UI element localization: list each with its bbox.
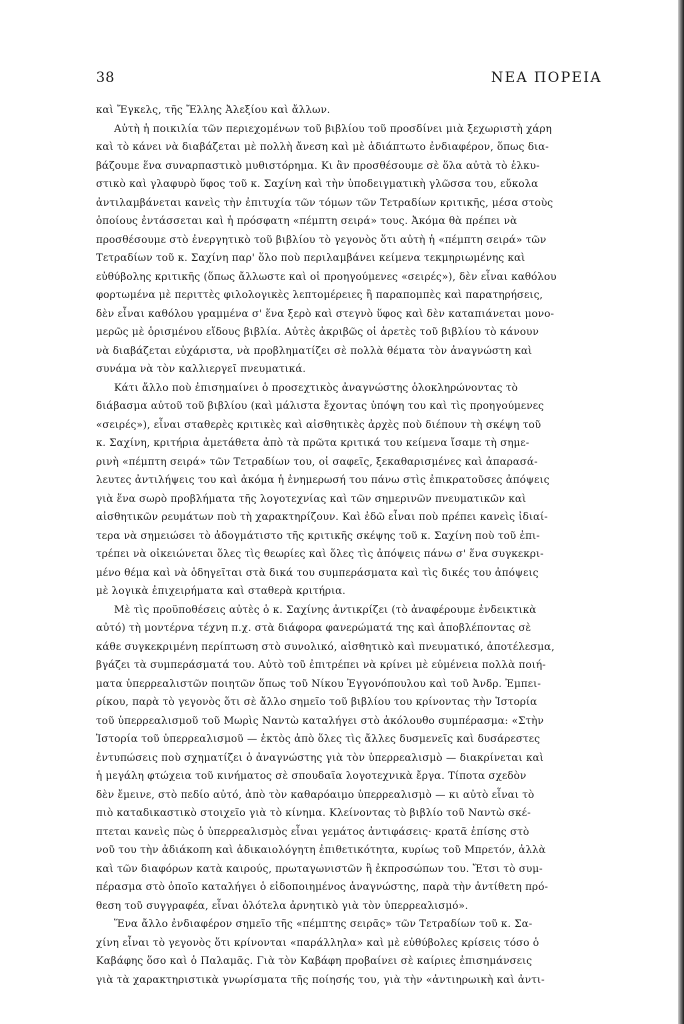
page-number: 38: [96, 70, 115, 86]
text-line: γιὰ ἕνα σωρὸ προβλήματα τῆς λογοτεχνίας καὶ τῶν σημερινῶν πνευματικῶν καὶ: [96, 493, 527, 505]
text-line: προσθέσουμε στὸ ἐνεργητικὸ τοῦ βιβλίου τὸ γεγονὸς ὅτι αὐτὴ ἡ «πέμπτη σειρά» τῶν: [96, 234, 547, 246]
text-line: Αὐτὴ ἡ ποικιλία τῶν περιεχομένων τοῦ βιβλίου τοῦ προσδίνει μιὰ ξεχωριστὴ χάρη: [114, 123, 552, 135]
text-line: στικὸ καὶ γλαφυρὸ ὕφος τοῦ κ. Σαχίνη καὶ τὴν ὑποδειγματικὴ γλῶσσα του, εὔκολα: [96, 179, 539, 190]
text-line: πέρασμα στὸ ὁποῖο καταλήγει ὁ εἰδοποιημένος ἀναγνώστης, παρὰ τὴν ἀντίθετη πρό-: [96, 882, 549, 893]
text-line: συνάμα νὰ τὸν καλλιεργεῖ πνευματικά.: [96, 364, 306, 375]
text-line: ματα ὑπερρεαλιστῶν ποιητῶν ὅπως τοῦ Νίκου Ἐγγονόπουλου καὶ τοῦ Ἀνδρ. Ἐμπει-: [96, 678, 541, 690]
text-line: βγάζει τὰ συμπεράσματά του. Αὐτὸ τοῦ ἐπιτρέπει νὰ κρίνει μὲ εὐμένεια πολλὰ ποιή-: [96, 660, 546, 671]
text-line: ἀντιλαμβάνεται κανεὶς τὴν ἐπιτυχία τῶν τόμων τῶν Τετραδίων κριτικῆς, μέσα στοὺς: [96, 197, 554, 209]
text-line: διάβασμα αὐτοῦ τοῦ βιβλίου (καὶ μάλιστα ἔχοντας ὑπόψη του καὶ τὶς προηγούμενες: [96, 401, 544, 412]
page-edge-shadow: [678, 0, 684, 1024]
text-line: αἰσθητικῶν ρευμάτων ποὺ τὴ χαρακτηρίζουν. Καὶ ἐδῶ εἶναι ποὺ πρέπει κανεὶς ἰδιαί-: [96, 512, 548, 523]
running-title: ΝΕΑ ΠΟΡΕΙΑ: [491, 70, 602, 86]
text-line: κ. Σαχίνη, κριτήρια ἀμετάθετα ἀπὸ τὰ πρῶτα κριτικά του κείμενα ἴσαμε τὴ σημε-: [96, 438, 530, 449]
text-line: τρέπει νὰ οἰκειώνεται ὅλες τὶς θεωρίες καὶ ὅλες τὶς ἀπόψεις πάνω σ' ἕνα συγκεκρι-: [96, 549, 544, 560]
text-line: εὐθύβολης κριτικῆς (ὅπως ἄλλωστε καὶ οἱ προηγούμενες «σειρές»), δὲν εἶναι καθόλου: [96, 271, 557, 283]
text-line: ἐντυπώσεις ποὺ σχηματίζει ὁ ἀναγνώστης γιὰ τὸν ὑπερρεαλισμὸ — διακρίνεται καὶ: [96, 752, 544, 764]
text-line: καὶ τῶν διαφόρων κατὰ καιρούς, πρωταγωνιστῶν ἢ ἐκπροσώπων του. Ἔτσι τὸ συμ-: [96, 863, 543, 875]
text-line: ἡ μεγάλη φτώχεια τοῦ κινήματος σὲ σπουδαῖα λογοτεχνικὰ ἔργα. Τίποτα σχεδὸν: [96, 771, 527, 782]
text-line: Μὲ τὶς προϋποθέσεις αὐτὲς ὁ κ. Σαχίνης ἀντικρίζει (τὸ ἀναφέρουμε ἐνδεικτικὰ: [114, 604, 537, 616]
text-line: πιὸ καταδικαστικὸ στοιχεῖο γιὰ τὸ κίνημα. Κλείνοντας τὸ βιβλίο τοῦ Ναντὼ σκέ-: [96, 808, 531, 819]
text-line: νὰ διαβάζεται εὐχάριστα, νὰ προβληματίζει σὲ πολλὰ θέματα τὸν ἀναγνώστη καὶ: [96, 345, 533, 357]
page-header: [96, 70, 602, 94]
text-line: ὁποίους ἐντάσσεται καὶ ἡ πρόσφατη «πέμπτη σειρά» τους. Ἀκόμα θὰ πρέπει νὰ: [96, 216, 518, 227]
text-line: γιὰ τὰ χαρακτηριστικὰ γνωρίσματα τῆς ποίησής του, γιὰ τὴν «ἀντιηρωικὴ καὶ ἀντι-: [96, 974, 545, 986]
text-line: Κάτι ἄλλο ποὺ ἐπισημαίνει ὁ προσεχτικὸς ἀναγνώστης ὁλοκληρώνοντας τὸ: [114, 382, 518, 394]
text-line: ρίκου, παρὰ τὸ γεγονὸς ὅτι σὲ ἄλλο σημεῖο τοῦ βιβλίου του κρίνοντας τὴν Ἱστορία: [96, 697, 538, 708]
text-line: λευτες ἀντιλήψεις του καὶ ἀκόμα ἡ ἐνημερωσή του πάνω στὶς ἐπικρατοῦσες ἀπόψεις: [96, 475, 550, 486]
text-line: μερῶς μὲ ὁρισμένου εἴδους βιβλία. Αὐτὲς ἀκριβῶς οἱ ἀρετὲς τοῦ βιβλίου τὸ κάνουν: [96, 327, 539, 338]
text-line: φορτωμένα μὲ περιττὲς φιλολογικὲς λεπτομέρειες ἢ παραπομπὲς καὶ παρατηρήσεις,: [96, 290, 543, 301]
text-line: πτεται κανεὶς πὼς ὁ ὑπερρεαλισμὸς εἶναι γεμάτος ἀντιφάσεις· κρατᾶ ἐπίσης στὸ: [96, 826, 530, 838]
text-line: καὶ τὸ κάνει νὰ διαβάζεται μὲ πολλὴ ἄνεση καὶ μὲ ἀδιάπτωτο ἐνδιαφέρον, ὅπως δια-: [96, 142, 549, 153]
text-line: θεση τοῦ συγγραφέα, εἶναι ὁλότελα ἀρνητικὸ γιὰ τὸν ὑπερρεαλισμό».: [96, 900, 469, 912]
text-line: κάθε συγκεκριμένη περίπτωση στὸ συνολικό, αἰσθητικὸ καὶ πνευματικό, ἀποτέλεσμα,: [96, 641, 555, 653]
text-line: Τετραδίων τοῦ κ. Σαχίνη παρ' ὅλο ποὺ περιλαμβάνει κείμενα τεκμηριωμένης καὶ: [96, 253, 526, 264]
text-line: τοῦ ὑπερρεαλισμοῦ τοῦ Μωρὶς Ναντὼ καταλήγει στὸ ἀκόλουθο συμπέρασμα: «Στὴν: [96, 715, 544, 727]
text-line: τερα νὰ σημειώσει τὸ ἀδογμάτιστο τῆς κριτικῆς σκέψης τοῦ κ. Σαχίνη ποὺ τοῦ ἐπι-: [96, 530, 540, 542]
text-line: μένο θέμα καὶ νὰ ὁδηγεῖται στὰ δικά του συμπεράσματα καὶ τὶς δικές του ἀπόψεις: [96, 567, 539, 579]
text-line: βάζουμε ἕνα συναρπαστικὸ μυθιστόρημα. Κι ἂν προσθέσουμε σὲ ὅλα αὐτὰ τὸ ἑλκυ-: [96, 160, 540, 172]
body-text: [96, 102, 598, 990]
text-line: Καβάφης ὅσο καὶ ὁ Παλαμᾶς. Γιὰ τὸν Καβάφη προβαίνει σὲ καίριες ἐπισημάνσεις: [96, 956, 533, 967]
text-line: χίνη εἶναι τὸ γεγονὸς ὅτι κρίνονται «παράλληλα» καὶ μὲ εὐθύβολες κρίσεις τόσο ὁ: [96, 937, 540, 949]
text-line: αὐτό) τὴ μοντέρνα τέχνη π.χ. στὰ διάφορα φανερώματά της καὶ ἀποβλέποντας σὲ: [96, 623, 532, 634]
text-line: Ἕνα ἄλλο ἐνδιαφέρον σημεῖο τῆς «πέμπτης σειρᾶς» τῶν Τετραδίων τοῦ κ. Σα-: [114, 919, 533, 930]
text-line: νοῦ του τὴν ἀδιάκοπη καὶ ἀδικαιολόγητη ἐπιθετικότητα, κυρίως τοῦ Μπρετόν, ἀλλὰ: [96, 845, 546, 856]
text-line: καὶ Ἔγκελς, τῆς Ἔλλης Ἀλεξίου καὶ ἄλλων.: [96, 105, 331, 116]
text-line: «σειρές»), εἶναι σταθερὲς κριτικὲς καὶ αἰσθητικὲς ἀρχὲς ποὺ διέπουν τὴ σκέψη τοῦ: [96, 419, 542, 431]
text-line: δὲν ἔμεινε, στὸ πεδίο αὐτό, ἀπὸ τὸν καθαρόαιμο ὑπερρεαλισμὸ — κι αὐτὸ εἶναι τὸ: [96, 789, 535, 801]
text-line: ρινὴ «πέμπτη σειρά» τῶν Τετραδίων του, οἱ σαφεῖς, ξεκαθαρισμένες καὶ ἀπαρασά-: [96, 456, 538, 468]
text-line: δὲν εἶναι καθόλου γραμμένα σ' ἕνα ξερὸ καὶ στεγνὸ ὕφος καὶ δὲν καταπιάνεται μονο-: [96, 308, 555, 320]
text-line: μὲ λογικὰ ἐπιχειρήματα καὶ σταθερὰ κριτήρια.: [96, 586, 346, 597]
text-line: Ἱστορία τοῦ ὑπερρεαλισμοῦ — ἐκτὸς ἀπὸ ὅλες τὶς ἄλλες δυσμενεῖς καὶ δυσάρεστες: [96, 734, 541, 745]
